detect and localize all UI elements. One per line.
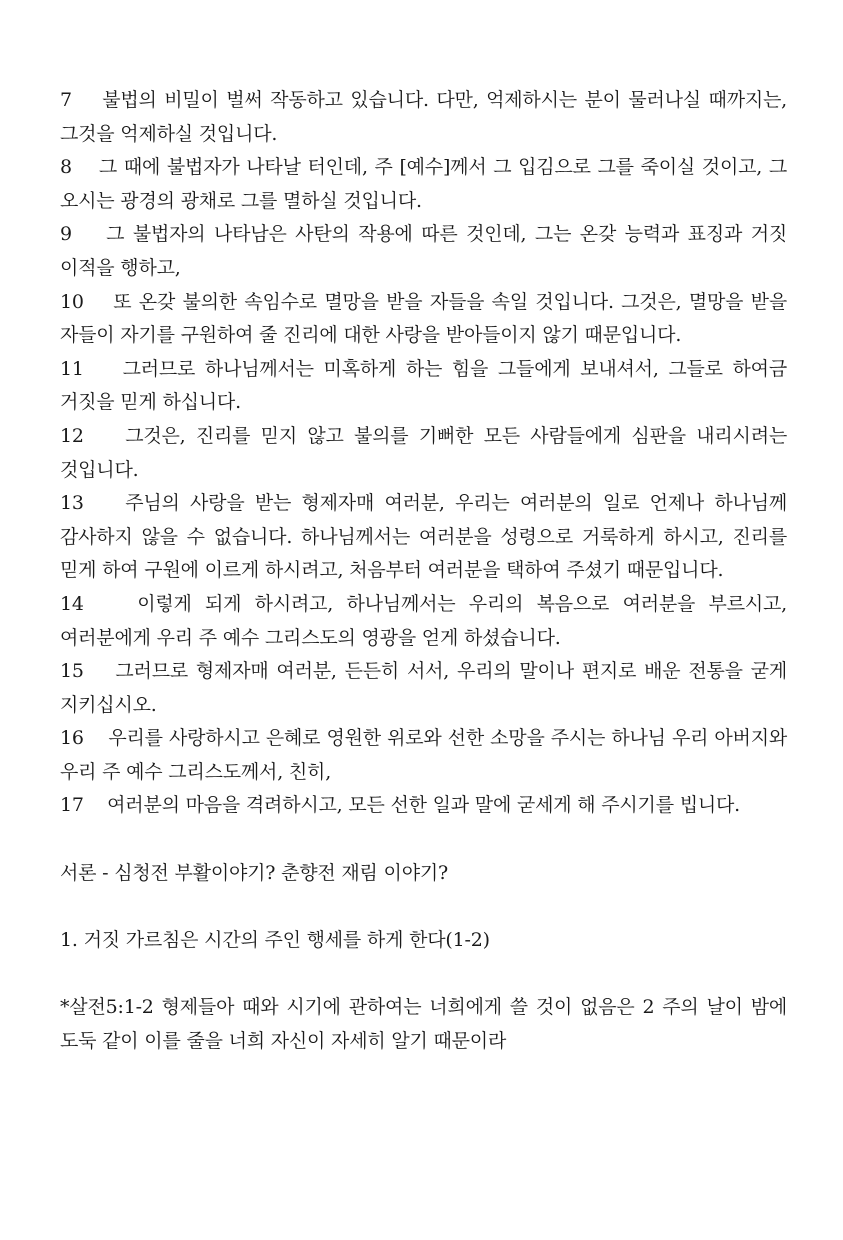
verse-gap <box>84 794 107 816</box>
section-heading: 1. 거짓 가르침은 시간의 주인 행세를 하게 한다(1-2) <box>60 928 490 951</box>
verse-paragraph <box>60 588 787 655</box>
verse-paragraph <box>60 722 787 789</box>
verse-text: 그러므로 하나님께서는 미혹하게 하는 힘을 그들에게 보내셔서, 그들로 하여금 거짓을 믿게 하십니다. <box>60 357 787 414</box>
verse-number: 8 <box>60 156 72 179</box>
verse-paragraph <box>60 286 787 353</box>
verse-number: 14 <box>60 592 84 615</box>
verse-number: 11 <box>60 357 84 380</box>
verse-text: 이렇게 되게 하시려고, 하나님께서는 우리의 복음으로 여러분을 부르시고, 여러분에게 우리 주 예수 그리스도의 영광을 얻게 하셨습니다. <box>60 592 787 649</box>
verse-text: 우리를 사랑하시고 은혜로 영원한 위로와 선한 소망을 주시는 하나님 우리 아버지와 우리 주 예수 그리스도께서, 친히, <box>60 727 788 783</box>
verse-gap <box>84 492 125 514</box>
verse-paragraph <box>60 487 787 588</box>
verse-list <box>60 84 787 823</box>
verse-text: 그 불법자의 나타남은 사탄의 작용에 따른 것인데, 그는 온갖 능력과 표징과 거짓 이적을 행하고, <box>60 223 788 279</box>
verse-gap <box>72 89 102 111</box>
verse-number: 13 <box>60 492 84 515</box>
verse-gap <box>84 593 137 615</box>
verse-gap <box>84 727 109 749</box>
verse-paragraph <box>60 218 787 285</box>
verse-gap <box>84 660 116 682</box>
verse-paragraph <box>60 420 787 487</box>
verse-text: 불법의 비밀이 벌써 작동하고 있습니다. 다만, 억제하시는 분이 물러나실 때까지는, 그것을 억제하실 것입니다. <box>60 89 787 145</box>
verse-gap <box>84 358 123 380</box>
verse-paragraph <box>60 655 787 722</box>
spacer <box>60 890 787 924</box>
verse-gap <box>72 156 99 178</box>
verse-text: 주님의 사랑을 받는 형제자매 여러분, 우리는 여러분의 일로 언제나 하나님께 감사하지 않을 수 없습니다. 하나님께서는 여러분을 성령으로 거룩하게 하시고, 진리를 믿게 하여 구원에 이르게 하시려고, 처음부터 여러분을 택하여 주셨기 때문입니다. <box>60 492 788 582</box>
verse-number: 7 <box>60 89 72 111</box>
spacer <box>60 957 787 991</box>
verse-paragraph <box>60 789 787 823</box>
spacer <box>60 823 787 857</box>
verse-text: 또 온갖 불의한 속임수로 멸망을 받을 자들을 속일 것입니다. 그것은, 멸망을 받을 자들이 자기를 구원하여 줄 진리에 대한 사랑을 받아들이지 않기 때문입니다. <box>60 290 787 347</box>
reference-paragraph: *살전5:1-2 형제들아 때와 시기에 관하여는 너희에게 쓸 것이 없음은 2 주의 날이 밤에 도둑 같이 이를 줄을 너희 자신이 자세히 알기 때문이라 <box>60 996 788 1052</box>
verse-gap <box>84 291 114 313</box>
verse-number: 15 <box>60 660 84 683</box>
verse-paragraph <box>60 353 787 420</box>
verse-number: 12 <box>60 424 84 447</box>
verse-number: 17 <box>60 794 84 817</box>
verse-text: 그 때에 불법자가 나타날 터인데, 주 [예수]께서 그 입김으로 그를 죽이실 것이고, 그 오시는 광경의 광채로 그를 멸하실 것입니다. <box>60 156 788 212</box>
verse-paragraph <box>60 151 787 218</box>
intro-heading: 서론 - 심청전 부활이야기? 춘향전 재림 이야기? <box>60 861 449 884</box>
verse-number: 16 <box>60 727 84 750</box>
verse-text: 그러므로 형제자매 여러분, 든든히 서서, 우리의 말이나 편지로 배운 전통을 굳게 지키십시오. <box>60 660 787 716</box>
verse-gap <box>84 425 125 447</box>
verse-number: 10 <box>60 290 84 313</box>
verse-text: 그것은, 진리를 믿지 않고 불의를 기뻐한 모든 사람들에게 심판을 내리시려는 것입니다. <box>60 424 788 481</box>
document-page <box>60 84 787 1058</box>
verse-gap <box>72 223 106 245</box>
verse-number: 9 <box>60 223 72 246</box>
verse-text: 여러분의 마음을 격려하시고, 모든 선한 일과 말에 굳세게 해 주시기를 빕니다. <box>107 794 740 817</box>
verse-paragraph <box>60 84 787 151</box>
